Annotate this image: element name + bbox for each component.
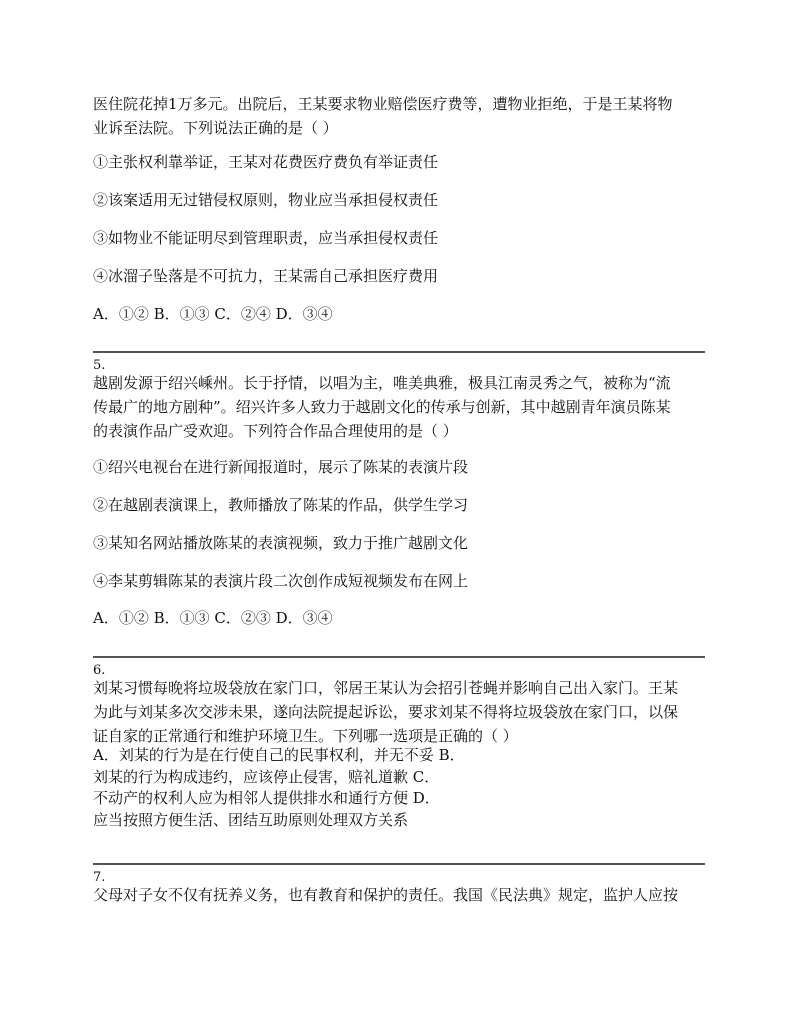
q4-option-3: ③如物业不能证明尽到管理职责，应当承担侵权责任 [93, 229, 439, 247]
q7-stem [93, 883, 705, 907]
q6-stem-line-3: 证自家的正常通行和维护环境卫生。下列哪一选项是正确的（ ） [93, 727, 518, 745]
q6-stem-line-1: 刘某习惯每晚将垃圾袋放在家门口，邻居王某认为会招引苍蝇并影响自己出入家门。王某 [93, 679, 679, 697]
q6-option-line-2: 刘某的行为构成违约，应该停止侵害，赔礼道歉 C． [93, 767, 440, 786]
q6-option-line-1: A．刘某的行为是在行使自己的民事权利，并无不妥 B． [93, 746, 465, 764]
q5-stem [93, 371, 705, 443]
q5-option-3: ③某知名网站播放陈某的表演视频，致力于推广越剧文化 [93, 534, 469, 552]
q7-number: 7. [93, 870, 106, 885]
q4-stem [93, 92, 705, 140]
divider [93, 656, 705, 658]
q5-option-2: ②在越剧表演课上，教师播放了陈某的作品，供学生学习 [93, 496, 469, 514]
q6-number: 6. [93, 663, 106, 678]
q4-option-4: ④冰溜子坠落是不可抗力，王某需自己承担医疗费用 [93, 267, 439, 285]
q4-stem-line-1: 医住院花掉1万多元。出院后，王某要求物业赔偿医疗费等，遭物业拒绝，于是王某将物 [93, 95, 673, 113]
divider [93, 863, 705, 865]
divider [93, 351, 705, 353]
q5-stem-line-3: 的表演作品广受欢迎。下列符合作品合理使用的是（ ） [93, 422, 458, 440]
document-page [93, 0, 705, 1028]
q5-option-1: ①绍兴电视台在进行新闻报道时，展示了陈某的表演片段 [93, 458, 469, 476]
q6-option-line-4: 应当按照方便生活、团结互助原则处理双方关系 [93, 810, 409, 829]
q6-options [93, 745, 705, 831]
q6-option-line-3: 不动产的权利人应为相邻人提供排水和通行方便 D． [93, 789, 440, 807]
q6-stem [93, 676, 705, 748]
q4-answer-choices: A．①② B．①③ C．②④ D．③④ [93, 305, 333, 323]
q7-stem-line-1: 父母对子女不仅有抚养义务，也有教育和保护的责任。我国《民法典》规定，监护人应按 [93, 886, 679, 904]
q5-answer-choices: A．①② B．①③ C．②③ D．③④ [93, 609, 333, 627]
q4-stem-line-2: 业诉至法院。下列说法正确的是（ ） [93, 119, 338, 137]
q6-stem-line-2: 为此与刘某多次交涉未果，遂向法院提起诉讼，要求刘某不得将垃圾袋放在家门口，以保 [93, 703, 679, 721]
q5-number: 5. [93, 358, 106, 373]
q5-option-4: ④李某剪辑陈某的表演片段二次创作成短视频发布在网上 [93, 572, 469, 590]
q4-option-1: ①主张权利靠举证，王某对花费医疗费负有举证责任 [93, 153, 439, 171]
q5-stem-line-2: 传最广的地方剧种”。绍兴许多人致力于越剧文化的传承与创新，其中越剧青年演员陈某 [93, 398, 671, 416]
q5-stem-line-1: 越剧发源于绍兴嵊州。长于抒情，以唱为主，唯美典雅，极具江南灵秀之气，被称为“流 [93, 374, 671, 392]
q4-option-2: ②该案适用无过错侵权原则，物业应当承担侵权责任 [93, 191, 439, 209]
